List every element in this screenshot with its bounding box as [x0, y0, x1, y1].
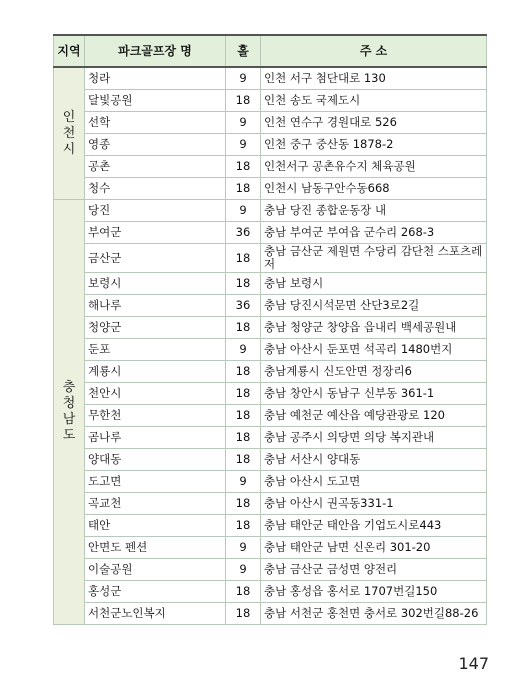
- address-cell: 충남 서천군 홍천면 충서로 302번길88-26: [261, 603, 487, 625]
- table-row: [54, 90, 487, 112]
- table-row: [54, 317, 487, 339]
- region-char: 도: [62, 428, 76, 443]
- holes-cell: 18: [226, 493, 261, 515]
- address-cell: 충남 아산시 권곡동331-1: [261, 493, 487, 515]
- table-row: [54, 244, 487, 273]
- table-row: [54, 581, 487, 603]
- table-row: [54, 67, 487, 90]
- course-name-cell: 곡교천: [85, 493, 226, 515]
- course-name-cell: 홍성군: [85, 581, 226, 603]
- holes-cell: 18: [226, 156, 261, 178]
- address-cell: 충남 당진시석문면 산단3로2길: [261, 295, 487, 317]
- table-row: [54, 178, 487, 200]
- course-name-cell: 서천군노인복지: [85, 603, 226, 625]
- address-cell: 충남 청양군 창양읍 읍내리 백세공원내: [261, 317, 487, 339]
- course-name-cell: 둔포: [85, 339, 226, 361]
- address-cell: 충남 금산군 제원면 수당리 감단천 스포츠레저: [261, 244, 487, 273]
- golf-course-table: [53, 34, 487, 625]
- holes-cell: 9: [226, 537, 261, 559]
- holes-cell: 36: [226, 295, 261, 317]
- course-name-cell: 부여군: [85, 222, 226, 244]
- holes-cell: 9: [226, 112, 261, 134]
- course-name-cell: 곰나루: [85, 427, 226, 449]
- course-name-cell: 도고면: [85, 471, 226, 493]
- table-row: [54, 427, 487, 449]
- table-header-row: [54, 35, 487, 67]
- address-cell: 인천 서구 첨단대로 130: [261, 67, 487, 90]
- course-name-cell: 당진: [85, 200, 226, 222]
- table-row: [54, 156, 487, 178]
- course-name-cell: 이술공원: [85, 559, 226, 581]
- holes-cell: 18: [226, 603, 261, 625]
- table-row: [54, 339, 487, 361]
- holes-cell: 9: [226, 200, 261, 222]
- holes-cell: 18: [226, 273, 261, 295]
- address-cell: 충남 아산시 둔포면 석곡리 1480번지: [261, 339, 487, 361]
- address-cell: 충남 부여군 부여읍 군수리 268-3: [261, 222, 487, 244]
- holes-cell: 18: [226, 317, 261, 339]
- header-region: 지역: [54, 35, 85, 67]
- table-row: [54, 383, 487, 405]
- holes-cell: 18: [226, 405, 261, 427]
- course-name-cell: 해나루: [85, 295, 226, 317]
- course-name-cell: 양대동: [85, 449, 226, 471]
- header-name: 파크골프장 명: [85, 35, 226, 67]
- holes-cell: 18: [226, 244, 261, 273]
- table-row: [54, 405, 487, 427]
- course-name-cell: 보령시: [85, 273, 226, 295]
- table-row: [54, 134, 487, 156]
- region-cell: [54, 67, 85, 200]
- course-name-cell: 금산군: [85, 244, 226, 273]
- holes-cell: 36: [226, 222, 261, 244]
- holes-cell: 18: [226, 178, 261, 200]
- table-row: [54, 515, 487, 537]
- holes-cell: 18: [226, 90, 261, 112]
- course-name-cell: 청수: [85, 178, 226, 200]
- table-row: [54, 273, 487, 295]
- region-char: 청: [62, 396, 76, 411]
- holes-cell: 18: [226, 449, 261, 471]
- table-row: [54, 112, 487, 134]
- course-name-cell: 천안시: [85, 383, 226, 405]
- table-row: [54, 361, 487, 383]
- address-cell: 인천시 남동구안수동668: [261, 178, 487, 200]
- table-row: [54, 449, 487, 471]
- region-char: 시: [62, 141, 76, 157]
- address-cell: 충남 보령시: [261, 273, 487, 295]
- course-name-cell: 달빛공원: [85, 90, 226, 112]
- course-name-cell: 영종: [85, 134, 226, 156]
- course-name-cell: 청라: [85, 67, 226, 90]
- address-cell: 인천 송도 국제도시: [261, 90, 487, 112]
- address-cell: 충남계룡시 신도안면 정장리6: [261, 361, 487, 383]
- holes-cell: 18: [226, 383, 261, 405]
- header-holes: 홀: [226, 35, 261, 67]
- address-cell: 충남 금산군 금성면 양전리: [261, 559, 487, 581]
- address-cell: 충남 홍성읍 홍서로 1707번길150: [261, 581, 487, 603]
- holes-cell: 9: [226, 134, 261, 156]
- region-char: 천: [62, 125, 76, 141]
- holes-cell: 9: [226, 67, 261, 90]
- address-cell: 충남 태안군 남면 신온리 301-20: [261, 537, 487, 559]
- address-cell: 충남 공주시 의당면 의당 복지관내: [261, 427, 487, 449]
- table-row: [54, 222, 487, 244]
- address-cell: 충남 예천군 예산읍 예당관광로 120: [261, 405, 487, 427]
- holes-cell: 9: [226, 339, 261, 361]
- table-body: [54, 67, 487, 625]
- holes-cell: 18: [226, 361, 261, 383]
- table-row: [54, 603, 487, 625]
- holes-cell: 18: [226, 427, 261, 449]
- course-name-cell: 안면도 펜션: [85, 537, 226, 559]
- address-cell: 충남 서산시 양대동: [261, 449, 487, 471]
- address-cell: 충남 창안시 동남구 신부동 361-1: [261, 383, 487, 405]
- course-name-cell: 무한천: [85, 405, 226, 427]
- address-cell: 인천 연수구 경원대로 526: [261, 112, 487, 134]
- course-name-cell: 청양군: [85, 317, 226, 339]
- course-name-cell: 선학: [85, 112, 226, 134]
- region-cell: [54, 200, 85, 625]
- table-row: [54, 493, 487, 515]
- table-row: [54, 200, 487, 222]
- course-name-cell: 공촌: [85, 156, 226, 178]
- region-char: 남: [62, 412, 76, 427]
- holes-cell: 18: [226, 515, 261, 537]
- holes-cell: 18: [226, 581, 261, 603]
- region-char: 충: [62, 380, 76, 395]
- region-char: 인: [62, 109, 76, 125]
- address-cell: 충남 당진 종합운동장 내: [261, 200, 487, 222]
- holes-cell: 9: [226, 559, 261, 581]
- address-cell: 인천 중구 중산동 1878-2: [261, 134, 487, 156]
- table-row: [54, 537, 487, 559]
- table-row: [54, 471, 487, 493]
- header-address: 주 소: [261, 35, 487, 67]
- address-cell: 충남 아산시 도고면: [261, 471, 487, 493]
- course-name-cell: 태안: [85, 515, 226, 537]
- page-number: 147: [458, 654, 489, 673]
- table-row: [54, 559, 487, 581]
- holes-cell: 9: [226, 471, 261, 493]
- address-cell: 인천서구 공촌유수지 체육공원: [261, 156, 487, 178]
- table-row: [54, 295, 487, 317]
- course-name-cell: 계룡시: [85, 361, 226, 383]
- address-cell: 충남 태안군 태안읍 기업도시로443: [261, 515, 487, 537]
